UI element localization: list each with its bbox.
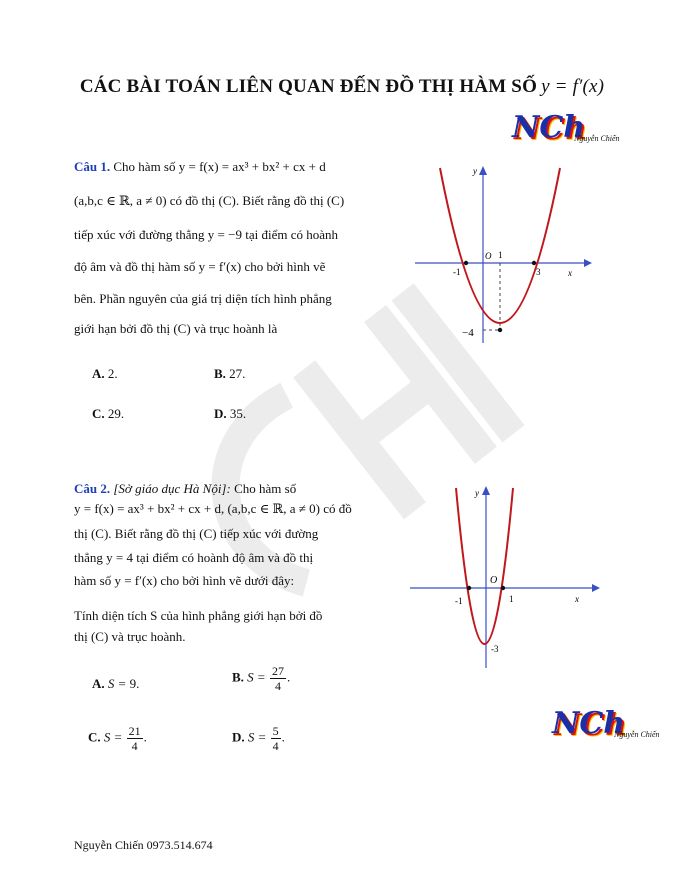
y-axis-label: y [473, 166, 477, 176]
q2-line-1 [74, 480, 296, 498]
q2-line-3: thị (C). Biết rằng đồ thị (C) tiếp xúc với đường [74, 526, 319, 541]
fraction [270, 664, 286, 693]
tick-label-minus1: -1 [455, 596, 463, 606]
option-text: 2. [107, 366, 118, 381]
q1-line-1 [74, 158, 326, 176]
denominator: 4 [131, 739, 138, 753]
q2-line-6: Tính diện tích S của hình phẳng giới hạn bởi đồ [74, 608, 323, 623]
option-key: D. [232, 729, 245, 745]
q1-line-2: (a,b,c ∈ ℝ, a ≠ 0) có đồ thị (C). Biết rằng đồ thị (C) [74, 193, 345, 208]
logo-subtitle: Nguyễn Chiến [574, 134, 620, 143]
option-text: 27. [229, 366, 246, 381]
numerator: 5 [272, 724, 279, 738]
q1-option-a[interactable] [92, 366, 118, 382]
page-title [0, 76, 684, 98]
q1-line-4: độ âm và đồ thị hàm số y = f′(x) cho bởi hình vẽ [74, 259, 326, 274]
origin-label: O [490, 575, 498, 586]
title-text: CÁC BÀI TOÁN LIÊN QUAN ĐẾN ĐỒ THỊ HÀM SỐ [79, 76, 538, 97]
q2-line-2: y = f(x) = ax³ + bx² + cx + d, (a,b,c ∈ ℝ, a ≠ 0) có đồ [74, 501, 352, 516]
option-prefix: S = [247, 669, 269, 685]
q1-option-d[interactable] [214, 406, 246, 422]
q1-option-b[interactable] [214, 366, 245, 382]
q1-line-6: giới hạn bởi đồ thị (C) và trục hoành là [74, 321, 278, 336]
q2-line-4: thẳng y = 4 tại điểm có hoành độ âm và đồ thị [74, 550, 314, 565]
tick-label-3: 3 [536, 267, 541, 277]
parabola-curve [456, 488, 513, 644]
option-text: 29. [107, 406, 125, 421]
tick-label-minus3: -3 [491, 644, 499, 654]
option-text: 9. [129, 676, 140, 691]
logo-text: NCh [552, 706, 626, 741]
root-point [467, 586, 471, 590]
x-axis-arrow-icon [592, 584, 600, 592]
q1-line-3: tiếp xúc với đường thẳng y = −9 tại điểm có hoành [74, 227, 338, 242]
q1-label: Câu 1. [74, 159, 111, 174]
q1-option-c[interactable] [92, 406, 124, 422]
tick-label-1: 1 [509, 594, 514, 604]
denominator: 4 [274, 679, 281, 693]
author-logo-bottom [552, 706, 682, 746]
q1-text: Cho hàm số y = f(x) = ax³ + bx² + cx + d [113, 159, 326, 174]
vertex-point [498, 328, 502, 332]
option-key: D. [214, 406, 227, 421]
x-axis-label: x [568, 268, 572, 278]
tick-label-minus4: −4 [462, 327, 474, 339]
origin-label: O [485, 251, 492, 261]
denominator: 4 [272, 739, 279, 753]
tick-label-minus1: -1 [453, 267, 461, 277]
q2-label: Câu 2. [74, 481, 111, 496]
author-logo-top [512, 110, 642, 150]
numerator: 27 [271, 664, 284, 678]
q2-source: [Sở giáo dục Hà Nội]: [113, 481, 231, 496]
option-key: A. [92, 366, 105, 381]
q2-line-7: thị (C) và trục hoành. [74, 629, 186, 644]
q2-option-b[interactable]: B. S = $\frac{27}{4}$ . [232, 664, 291, 693]
option-key: B. [214, 366, 226, 381]
x-axis-label: x [575, 594, 579, 604]
fraction [127, 724, 143, 753]
option-text: 35. [229, 406, 247, 421]
q2-option-a[interactable] [92, 676, 139, 692]
option-prefix: S = [247, 729, 270, 745]
y-axis-arrow-icon [479, 166, 487, 175]
y-axis-arrow-icon [482, 486, 490, 495]
option-key: C. [92, 406, 105, 421]
q1-line-5: bên. Phần nguyên của giá trị diện tích hình phẳng [74, 291, 332, 306]
option-prefix: S = [103, 729, 126, 745]
q1-graph [410, 158, 600, 348]
q2-line-5: hàm số y = f′(x) cho bởi hình vẽ dưới đây: [74, 573, 295, 588]
footer-author-contact: Nguyễn Chiến 0973.514.674 [74, 838, 213, 852]
x-axis-arrow-icon [584, 259, 592, 267]
y-axis-label: y [475, 488, 479, 498]
root-point [501, 586, 505, 590]
logo-text: NCh [512, 110, 586, 145]
title-function: y = f′(x) [541, 76, 605, 97]
logo-subtitle: Nguyễn Chiến [614, 730, 660, 739]
root-point [464, 261, 468, 265]
root-point [532, 261, 536, 265]
option-prefix: S = [107, 676, 130, 691]
tick-label-1: 1 [498, 250, 503, 260]
q2-option-c[interactable]: C. S = $\frac{21}{4}$ . [88, 724, 147, 753]
numerator: 21 [128, 724, 141, 738]
fraction [271, 724, 281, 753]
q2-text: Cho hàm số [234, 481, 297, 496]
option-key: C. [88, 729, 101, 745]
q2-option-d[interactable]: D. S = $\frac{5}{4}$ . [232, 724, 285, 753]
q2-graph [405, 480, 605, 670]
option-key: B. [232, 669, 244, 685]
option-key: A. [92, 676, 105, 691]
